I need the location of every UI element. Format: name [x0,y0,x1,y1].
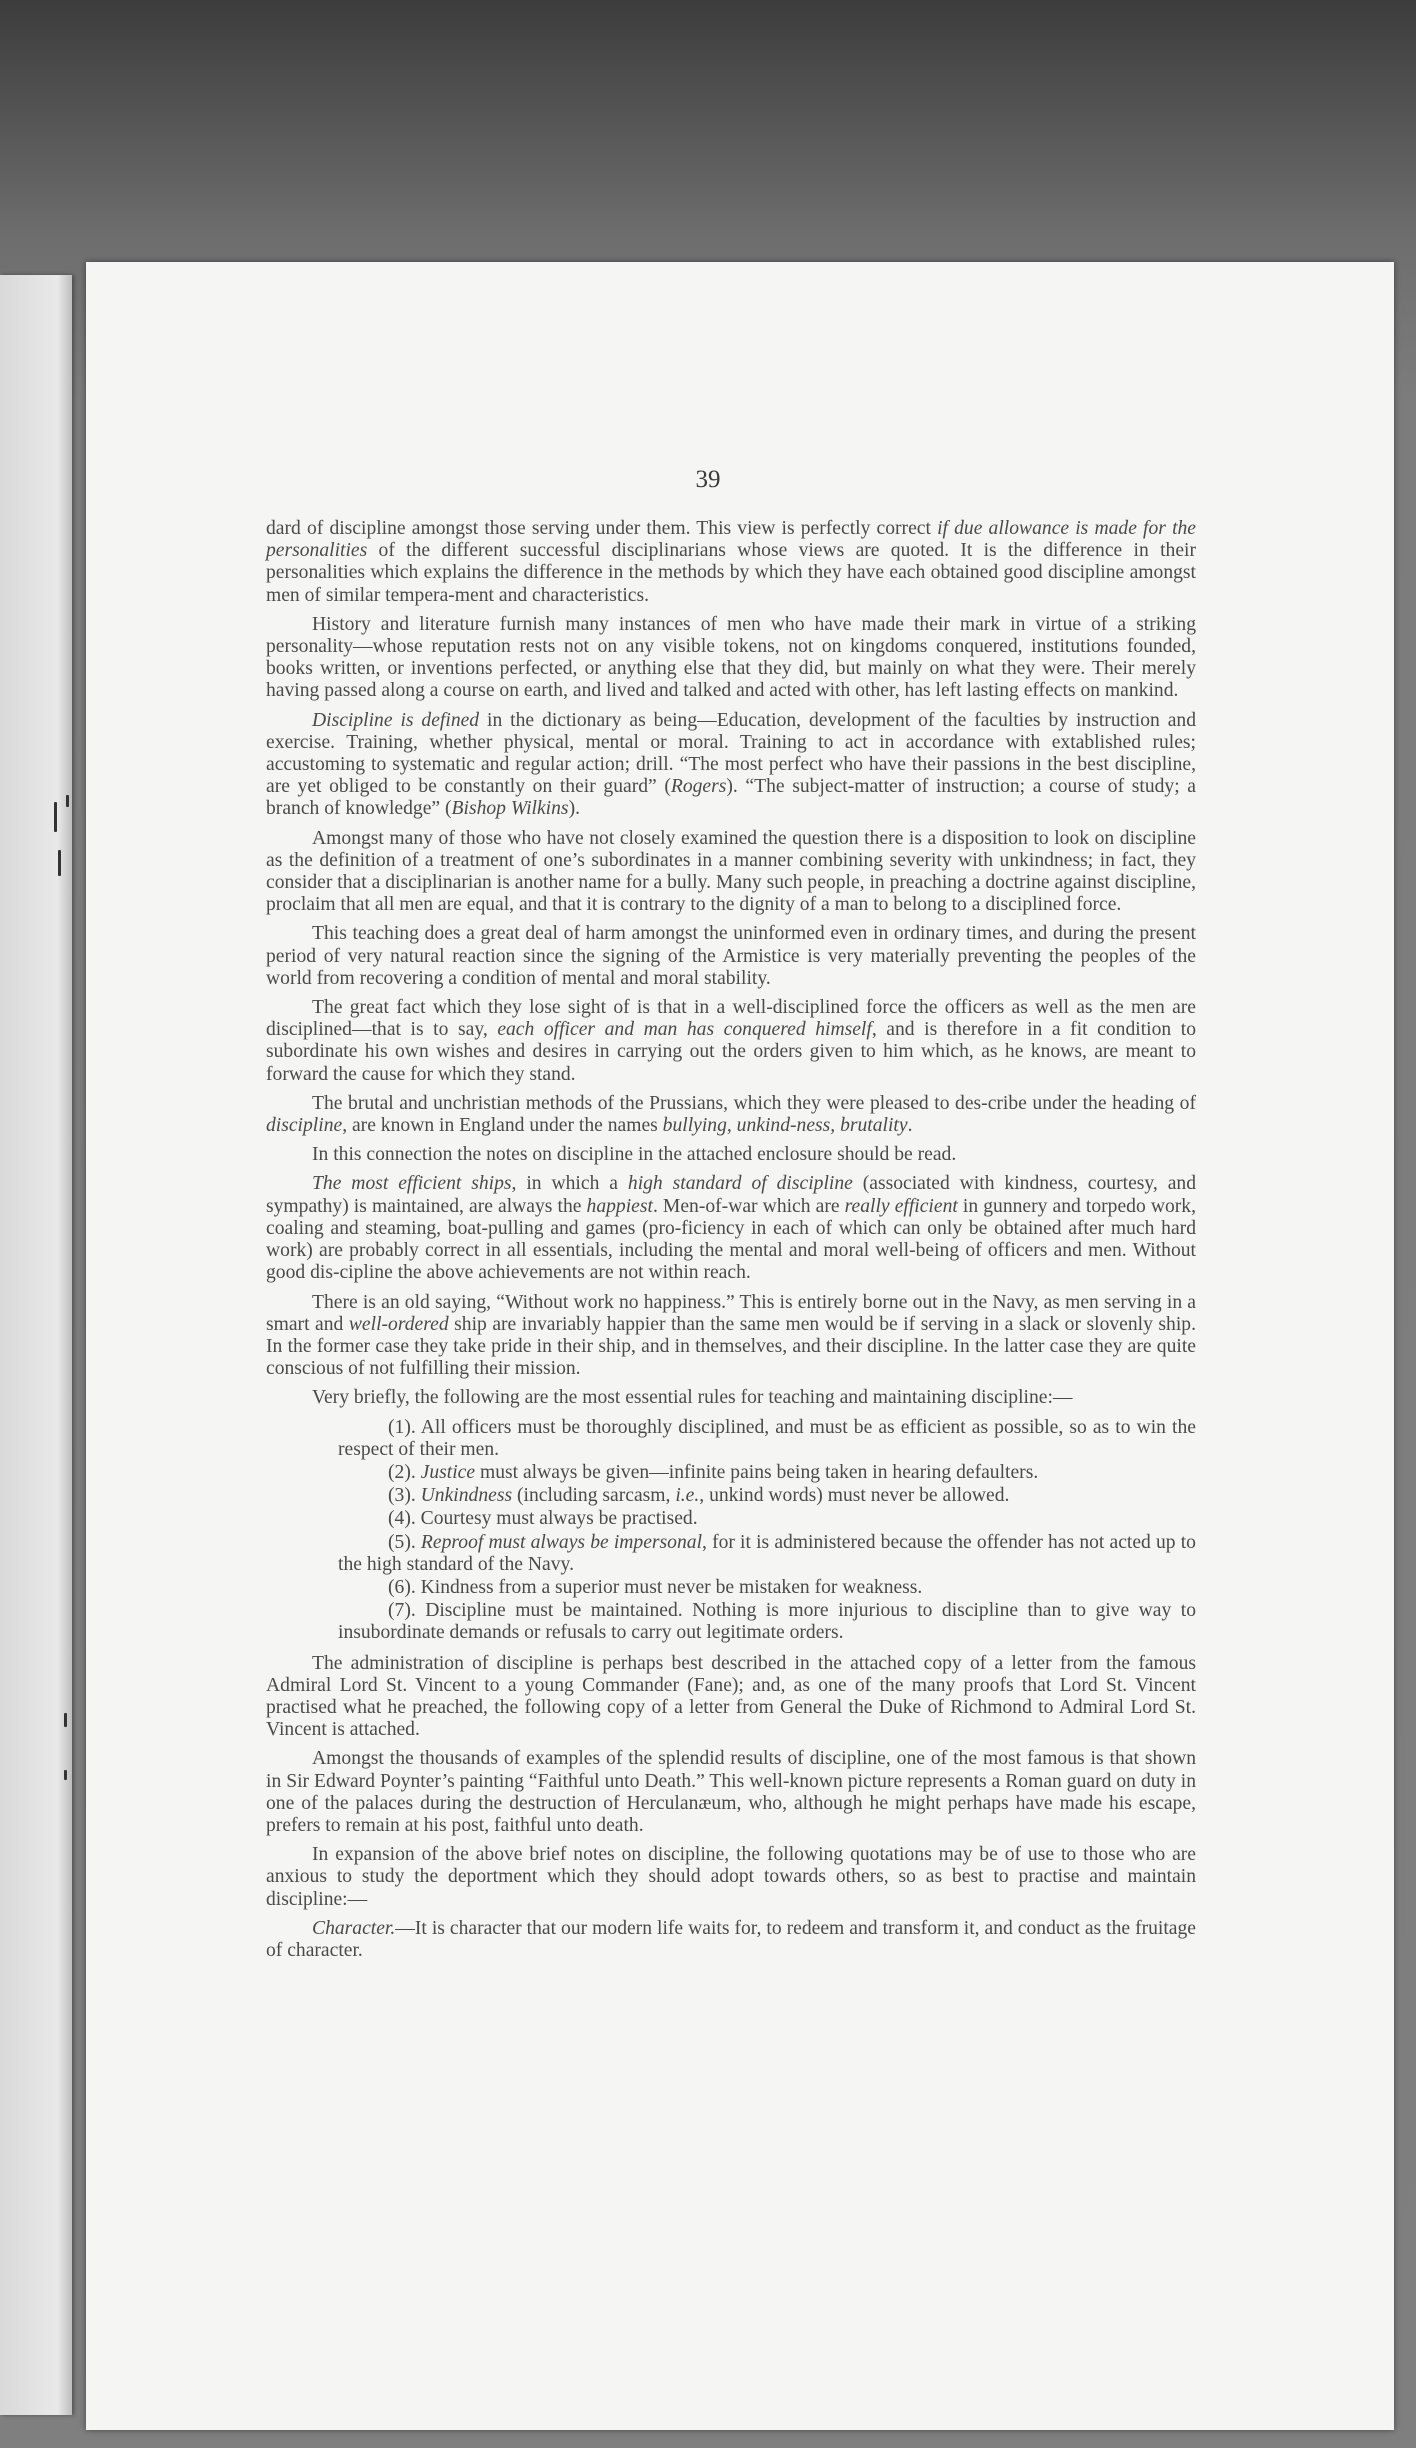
paragraph: dard of discipline amongst those serving under them. This view is perfectly correct if due allowance is made for the personalities of the different successful disciplinarians whose views are quoted. It is the difference in their personalities which explains the difference in the methods by which they have each obtained good discipline amongst men of similar tempera-ment and characteristics. [266,518,1197,606]
paragraph: There is an old saying, “Without work no happiness.” This is entirely borne out in the Navy, as men serving in a smart and well-ordered ship are invariably happier than the same men would be if serving in a slack or slovenly ship. In the former case they take pride in their ship, and in themselves, and their discipline. In the latter case they are quite conscious of not fulfilling their mission. [266,1291,1196,1380]
paragraph: Very briefly, the following are the most essential rules for teaching and maintaining discipline:— [312,1387,1073,1409]
paragraph: In expansion of the above brief notes on discipline, the following quotations may be of use to those who are anxious to study the deportment which they should adopt towards others, so as best to practise and maintain discipline:— [266,1844,1196,1910]
margin-mark [58,850,61,876]
page-body-text [266,518,1196,1969]
adjacent-page-edge [0,275,72,2415]
discipline-rule: (7). Discipline must be maintained. Nothing is more injurious to discipline than to give way to insubordinate demands or refusals to carry out legitimate orders. [338,1600,1196,1644]
paragraph: Character.—It is character that our modern life waits for, to redeem and transform it, and conduct as the fruitage of character. [266,1917,1196,1961]
page-number: 39 [695,466,721,493]
discipline-rule: (4). Courtesy must always be practised. [388,1508,698,1530]
paragraph: The brutal and unchristian methods of the Prussians, which they were pleased to des-cribe under the heading of discipline, are known in England under the names bullying, unkind-ness, brutality. [266,1092,1196,1137]
margin-mark [54,802,57,832]
margin-mark [64,1770,67,1780]
paragraph: In this connection the notes on discipline in the attached enclosure should be read. [312,1144,957,1166]
paragraph: The most efficient ships, in which a high standard of discipline (associated with kindness, courtesy, and sympathy) is maintained, are always the happiest. Men-of-war which are really efficient in gunnery and torpedo work, coaling and steaming, boat-pulling and games (pro-ficiency in each of which can only be obtained after much hard work) are probably correct in all essentials, including the mental and moral well-being of officers and men. Without good dis-cipline the above achievements are not within reach. [266,1173,1197,1284]
discipline-rule: (1). All officers must be thoroughly disciplined, and must be as efficient as possible, so as to win the respect of their men. [338,1416,1196,1460]
paragraph: Amongst many of those who have not closely examined the question there is a disposition to look on discipline as the definition of a treatment of one’s subordinates in a manner combining severity with unkindness; in fact, they consider that a disciplinarian is another name for a bully. Many such people, in preaching a doctrine against discipline, proclaim that all men are equal, and that it is contrary to the dignity of a man to belong to a disciplined force. [266,827,1196,916]
paragraph: Amongst the thousands of examples of the splendid results of discipline, one of the most famous is that shown in Sir Edward Poynter’s painting “Faithful unto Death.” This well-known picture represents a Roman guard on duty in one of the palaces during the destruction of Herculanæum, who, although he might perhaps have made his escape, prefers to remain at his post, faithful unto death. [266,1748,1196,1836]
discipline-rule: (2). Justice must always be given—infinite pains being taken in hearing defaulters. [388,1461,1039,1483]
paragraph: This teaching does a great deal of harm amongst the uninformed even in ordinary times, and during the present period of very natural reaction since the signing of the Armistice is very materially preventing the peoples of the world from recovering a condition of mental and moral stability. [266,923,1196,989]
margin-mark [66,795,69,807]
paragraph: Discipline is defined in the dictionary as being—Education, development of the faculties by instruction and exercise. Training, whether physical, mental or moral. Training to act in accordance with extablished rules; accustoming to systematic and regular action; drill. “The most perfect who have their passions in the best discipline, are yet obliged to be constantly on their guard” (Rogers). “The subject-matter of instruction; a course of study; a branch of knowledge” (Bishop Wilkins). [266,709,1196,820]
margin-mark [64,1713,67,1727]
paragraph: The great fact which they lose sight of is that in a well-disciplined force the officers as well as the men are disciplined—that is to say, each officer and man has conquered himself, and is therefore in a fit condition to subordinate his own wishes and desires in carrying out the orders given to him which, as he knows, are meant to forward the cause for which they stand. [266,997,1196,1085]
discipline-rule: (3). Unkindness (including sarcasm, i.e., unkind words) must never be allowed. [388,1485,1010,1507]
paragraph: History and literature furnish many instances of men who have made their mark in virtue of a striking personality—whose reputation rests not on any visible tokens, not on kingdoms conquered, institutions founded, books written, or inventions perfected, or anything else that they did, but mainly on what they were. Their merely having passed along a course on earth, and lived and talked and acted with other, has left lasting effects on mankind. [266,613,1196,702]
paragraph: The administration of discipline is perhaps best described in the attached copy of a letter from the famous Admiral Lord St. Vincent to a young Commander (Fane); and, as one of the many proofs that Lord St. Vincent practised what he preached, the following copy of a letter from General the Duke of Richmond to Admiral Lord St. Vincent is attached. [266,1652,1196,1741]
discipline-rule: (5). Reproof must always be impersonal, for it is administered because the offender has not acted up to the high standard of the Navy. [338,1531,1196,1575]
discipline-rule: (6). Kindness from a superior must never be mistaken for weakness. [388,1576,923,1598]
